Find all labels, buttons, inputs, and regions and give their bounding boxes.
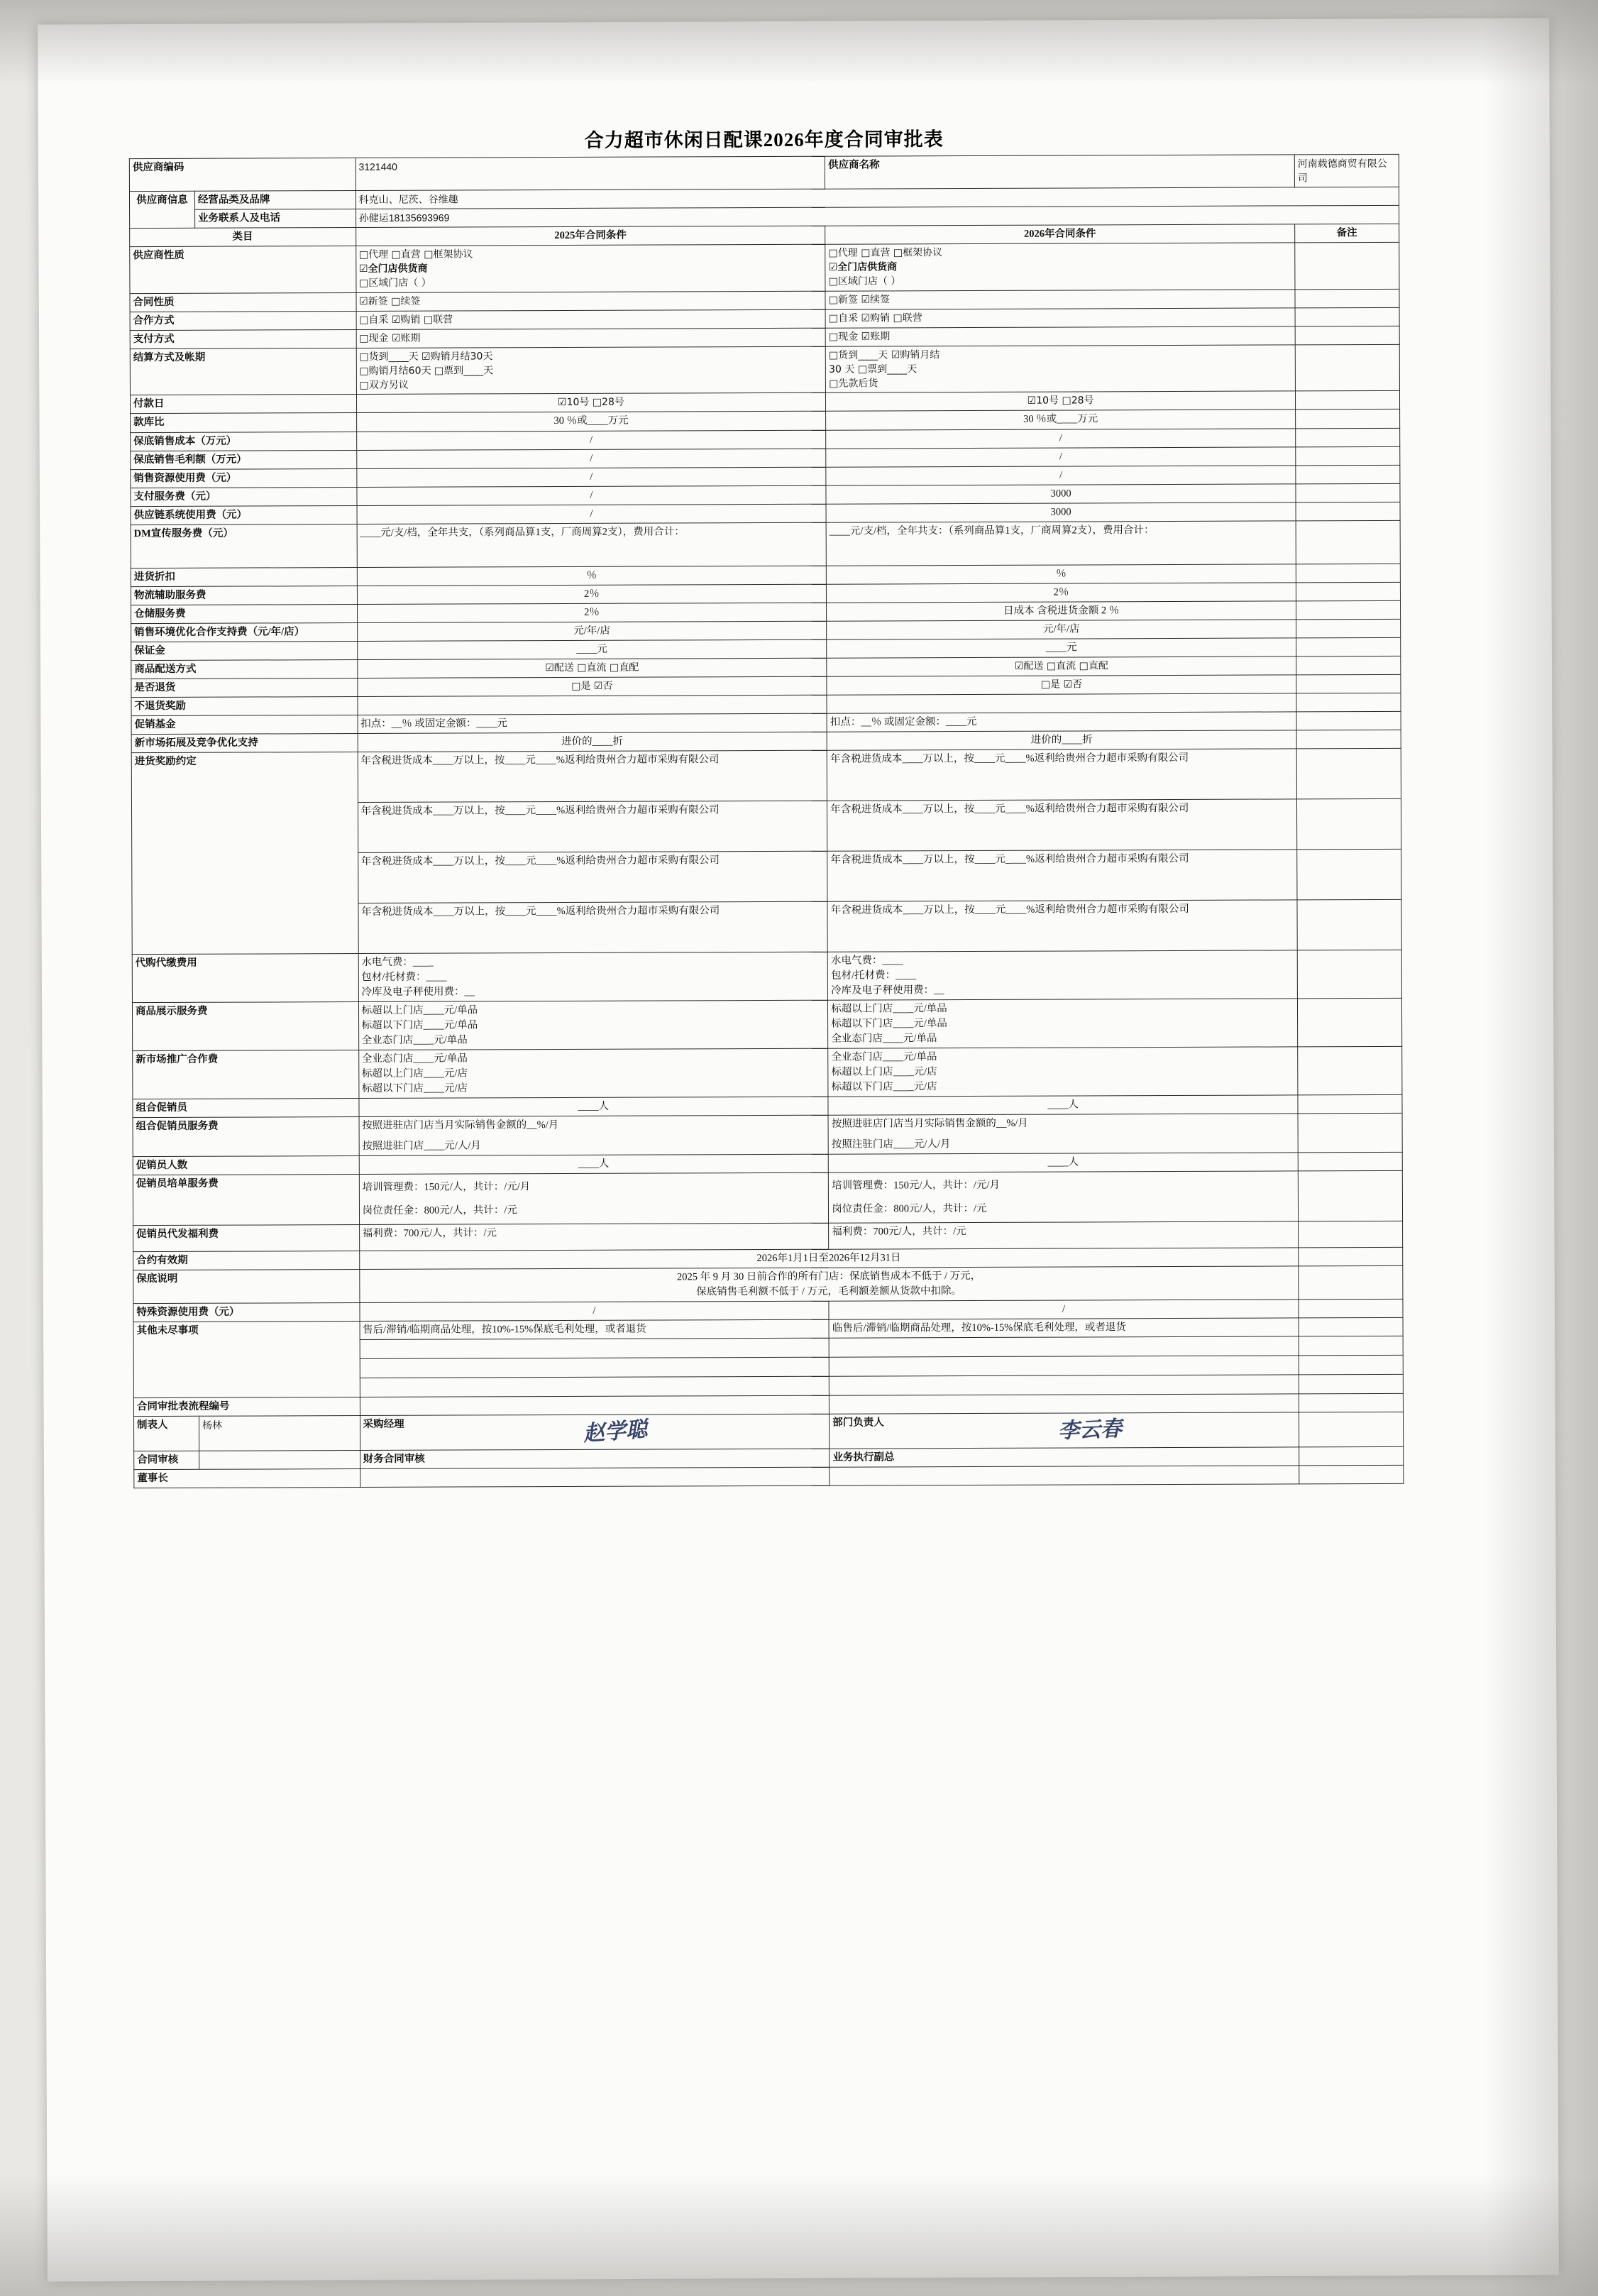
row-remark: [1296, 730, 1401, 749]
other-2026-3: [829, 1356, 1299, 1376]
table-row: [131, 748, 1401, 803]
row-remark: [1298, 1113, 1402, 1153]
row-2025: 进价的____折: [358, 732, 827, 752]
table-row-signatures-1: [134, 1412, 1404, 1451]
row-2026: 2％: [827, 582, 1296, 602]
row-remark: [1299, 1355, 1403, 1375]
row-remark: [1296, 619, 1401, 638]
row-2025: 30 ％或____万元: [356, 412, 826, 432]
row-remark: [1299, 1336, 1403, 1356]
row-2025: ____人: [359, 1097, 829, 1116]
supplier-info-label: 供应商信息: [129, 191, 194, 228]
scan-shadow-top: [0, 0, 1598, 85]
other-2026-4: [830, 1375, 1299, 1395]
row-2025: 元/年/店: [357, 621, 827, 641]
row-remark: [1295, 326, 1399, 345]
row-2025: ％: [357, 566, 827, 586]
table-row-chairman: [134, 1465, 1404, 1488]
guarantee-note: 2025 年 9 月 30 日前合作的所有门店：保底销售成本不低于 / 万元， 保底销售毛利额不低于 / 万元，毛利额差额从货款中扣除。: [359, 1266, 1298, 1303]
row-2026: 30 ％或____万元: [826, 410, 1296, 429]
row-remark: [1296, 798, 1401, 850]
row-2026: □自采 ☑购销 □联营: [825, 307, 1295, 327]
dept-head-cell: [830, 1412, 1299, 1449]
row-2025: □是 ☑否: [357, 676, 827, 696]
row-2025: ☑配送 □直流 □直配: [357, 658, 827, 678]
dept-head-signature: 李云春: [1057, 1417, 1123, 1444]
maker-value: 杨林: [199, 1416, 360, 1451]
supplier-contact-label: 业务联系人及电话: [194, 209, 356, 228]
scan-shadow-right: [1484, 0, 1598, 2296]
row-2026: 培训管理费：150元/人，共计：/元/月 岗位责任金：800元/人，共计：/元: [829, 1171, 1299, 1223]
purchase-manager-label: 采购经理: [363, 1418, 404, 1431]
row-remark: [1298, 1152, 1402, 1171]
rebate-2025-4: 年含税进货成本____万以上，按____元____%返利给贵州合力超市采购有限公司: [358, 901, 828, 953]
rebate-2025-3: 年含税进货成本____万以上，按____元____%返利给贵州合力超市采购有限公司: [358, 851, 827, 903]
row-label: 供应商性质: [130, 246, 356, 293]
rebate-2025-1: 年含税进货成本____万以上，按____元____%返利给贵州合力超市采购有限公司: [358, 750, 827, 802]
supplier-name-value: 河南载德商贸有限公司: [1294, 154, 1399, 187]
row-2025: /: [356, 430, 826, 450]
row-2025: 按照进驻店门店当月实际销售金额的__%/月 按照进驻门店____元/人/月: [359, 1115, 829, 1155]
row-label: 新市场推广合作费: [133, 1050, 359, 1099]
row-remark: [1295, 344, 1399, 391]
row-label: 款库比: [131, 413, 357, 432]
table-row: [130, 344, 1399, 395]
row-label: 保底说明: [133, 1269, 360, 1303]
finance-audit-label: 财务合同审核: [360, 1449, 830, 1468]
rebate-2025-2: 年含税进货成本____万以上，按____元____%返利给贵州合力超市采购有限公司: [358, 801, 827, 852]
col-2026: 2026年合同条件: [825, 224, 1295, 244]
table-row: [132, 950, 1401, 1002]
supplier-category-label: 经营品类及品牌: [194, 190, 356, 209]
row-label: 组合促销员服务费: [133, 1116, 359, 1156]
other-2026-2: [829, 1336, 1299, 1357]
row-label: 销售环境优化合作支持费（元/年/店）: [131, 622, 358, 642]
other-2025-3: [360, 1357, 830, 1378]
row-2025: ☑新签 □续签: [356, 291, 826, 311]
row-remark: [1296, 600, 1400, 620]
scan-shadow-bottom: [0, 2175, 1598, 2296]
row-remark: [1296, 693, 1401, 712]
row-remark: [1297, 998, 1401, 1047]
contract-audit-value: [199, 1450, 360, 1469]
other-2025-4: [360, 1376, 830, 1397]
row-2026: /: [826, 428, 1296, 448]
row-label: 促销员培单服务费: [133, 1174, 359, 1225]
row-2025: □货到____天 ☑购销月结30天 □购销月结60天 □票到____天 □双方另议: [356, 346, 826, 395]
contract-period-value: 2026年1月1日至2026年12月31日: [359, 1248, 1298, 1270]
row-label: 是否退货: [131, 678, 358, 697]
row-2026: □现金 ☑账期: [825, 326, 1295, 346]
row-remark: [1298, 1094, 1402, 1114]
row-label: 促销员人数: [133, 1155, 359, 1175]
row-2025: 福利费：700元/人，共计：/元: [359, 1223, 829, 1251]
row-2026: □代理 □直营 □框架协议 ☑全门店供货商 □区域门店（ ）: [825, 243, 1295, 291]
row-remark: [1296, 483, 1400, 502]
row-label: 促销基金: [131, 715, 358, 734]
row-2025: ____人: [359, 1154, 829, 1174]
contract-form: [129, 122, 1404, 1488]
row-2025: /: [357, 485, 827, 505]
table-row: [133, 1170, 1402, 1225]
row-label: 组合促销员: [133, 1098, 359, 1117]
row-label: 新市场拓展及竞争优化支持: [131, 733, 358, 752]
row-2026: [827, 693, 1296, 713]
row-label: 商品展示服务费: [132, 1001, 358, 1050]
row-2025: □自采 ☑购销 □联营: [356, 309, 826, 329]
row-2026: 进价的____折: [827, 730, 1296, 750]
table-row: [132, 998, 1401, 1050]
row-remark: [1296, 446, 1400, 466]
row-remark: [1295, 391, 1399, 410]
supplier-name-label: 供应商名称: [825, 155, 1295, 189]
row-2025: 全业态门店____元/单品 标超以上门店____元/店 标超以下门店____元/店: [358, 1048, 828, 1098]
row-2026: 扣点：__％ 或固定金额：____元: [827, 712, 1296, 732]
row-2026: /: [826, 446, 1296, 466]
table-row: [133, 1265, 1403, 1303]
row-label: 仓储服务费: [131, 604, 358, 623]
row-label: DM宣传服务费（元）: [131, 524, 357, 568]
row-2026: 全业态门店____元/单品 标超以上门店____元/店 标超以下门店____元/店: [828, 1047, 1298, 1097]
row-2026: ☑配送 □直流 □直配: [827, 657, 1296, 676]
other-2025-1: 售后/滞销/临期商品处理，按10%-15%保底毛利处理，或者退货: [360, 1319, 830, 1339]
page-title: 合力超市休闲日配课2026年度合同审批表: [584, 128, 944, 151]
row-remark: [1299, 1247, 1403, 1266]
row-remark: [1295, 410, 1399, 429]
row-2025: 标超以上门店____元/单品 标超以下门店____元/单品 全业态门店____元/单品: [358, 1000, 828, 1050]
flow-no-value: [360, 1395, 830, 1415]
row-2025: ____元/支/档，全年共支，（系列商品算1支，厂商周算2支），费用合计：: [357, 522, 827, 567]
maker-label: 制表人: [134, 1416, 199, 1451]
purchase-manager-signature: 赵学聪: [582, 1417, 649, 1446]
row-2026: 标超以上门店____元/单品 标超以下门店____元/单品 全业态门店____元/单品: [828, 999, 1298, 1048]
flow-no-blank-2: [1299, 1393, 1403, 1412]
row-2025: /: [360, 1301, 830, 1321]
row-label: 支付服务费（元）: [131, 487, 357, 506]
row-2026: ____人: [828, 1095, 1298, 1115]
row-label: 促销员代发福利费: [133, 1224, 360, 1251]
supplier-category-value: 科克山、尼茨、谷维趣: [356, 187, 1399, 209]
chairman-blank-1: [830, 1465, 1299, 1485]
rebate-2026-1: 年含税进货成本____万以上，按____元____%返利给贵州合力超市采购有限公司: [827, 749, 1296, 801]
flow-no-label: 合同审批表流程编号: [133, 1397, 360, 1417]
row-label: 保证金: [131, 641, 358, 660]
other-2025-2: [360, 1338, 830, 1358]
table-row: [133, 1046, 1402, 1099]
signature-remark-2: [1299, 1446, 1404, 1466]
row-2025: ____元: [357, 639, 827, 659]
row-remark: [1297, 950, 1401, 999]
row-remark: [1295, 242, 1399, 289]
row-remark: [1298, 1170, 1402, 1221]
table-row: [130, 242, 1399, 293]
chairman-value: [360, 1467, 830, 1487]
row-remark: [1296, 465, 1400, 484]
row-2026: 日成本 含税进货金额 2 ％: [827, 601, 1296, 621]
chairman-label: 董事长: [134, 1468, 360, 1488]
row-2026: ☑10号 □28号: [826, 391, 1296, 411]
row-remark: [1297, 899, 1401, 950]
col-remark: 备注: [1295, 224, 1399, 243]
contract-audit-label: 合同审核: [134, 1451, 199, 1469]
row-label: 保底销售成本（万元）: [131, 432, 357, 451]
row-remark: [1296, 582, 1400, 601]
supplier-contact-value: 孙健运18135693969: [356, 205, 1399, 227]
row-remark: [1296, 520, 1400, 564]
row-remark: [1297, 849, 1401, 900]
row-label: 进货奖励约定: [131, 752, 358, 954]
row-remark: [1296, 674, 1401, 693]
row-remark: [1296, 656, 1401, 675]
row-label: 不退货奖励: [131, 696, 358, 715]
row-2025: /: [357, 504, 827, 524]
row-label: 代购代缴费用: [132, 953, 358, 1002]
row-label: 进货折扣: [131, 567, 357, 586]
row-2025: 2％: [357, 603, 827, 622]
row-2026: 3000: [826, 483, 1296, 503]
table-row: [131, 520, 1400, 568]
row-2026: 元/年/店: [827, 620, 1296, 639]
row-remark: [1298, 1221, 1402, 1248]
row-label: 销售资源使用费（元）: [131, 468, 357, 488]
row-2025: 水电气费：____ 包材/托材费：____ 冷库及电子秤使用费：__: [358, 952, 828, 1001]
row-remark: [1296, 748, 1401, 799]
row-2026: □新签 ☑续签: [825, 289, 1295, 309]
chairman-blank-2: [1299, 1465, 1404, 1484]
supplier-code-label: 供应商编码: [129, 158, 356, 192]
row-2026: 3000: [826, 502, 1296, 522]
other-2026-1: 临售后/滞销/临期商品处理，按10%-15%保底毛利处理，或者退货: [829, 1318, 1299, 1338]
row-label: 供应链系统使用费（元）: [131, 505, 357, 524]
row-2026: 福利费：700元/人，共计：/元: [829, 1221, 1299, 1249]
rebate-2026-3: 年含税进货成本____万以上，按____元____%返利给贵州合力超市采购有限公司: [827, 850, 1297, 901]
row-2026: /: [826, 465, 1296, 485]
row-2025: 2％: [357, 584, 827, 604]
row-2026: □货到____天 ☑购销月结 30 天 □票到____天 □先款后货: [825, 344, 1295, 392]
row-label: 结算方式及帐期: [130, 348, 356, 395]
col-item: 类目: [130, 227, 356, 246]
row-2025: □代理 □直营 □框架协议 ☑全门店供货商 □区域门店（ ）: [356, 244, 825, 292]
row-remark: [1299, 1374, 1403, 1394]
col-2025: 2025年合同条件: [356, 226, 825, 246]
row-label: 合同性质: [130, 292, 356, 312]
row-label: 付款日: [130, 395, 356, 414]
row-remark: [1299, 1265, 1403, 1300]
row-remark: [1296, 502, 1400, 521]
row-2025: □现金 ☑账期: [356, 328, 826, 348]
row-remark: [1295, 307, 1399, 326]
row-remark: [1296, 637, 1401, 657]
rebate-2026-4: 年含税进货成本____万以上，按____元____%返利给贵州合力超市采购有限公司: [827, 900, 1297, 952]
row-label: 保底销售毛利额（万元）: [131, 450, 357, 469]
row-label: 物流辅助服务费: [131, 586, 357, 605]
row-label: 商品配送方式: [131, 659, 358, 679]
row-remark: [1298, 1046, 1402, 1095]
row-label: 特殊资源使用费（元）: [133, 1303, 360, 1322]
purchase-manager-cell: [360, 1414, 830, 1450]
table-row: [133, 1221, 1403, 1251]
row-2026: ____元: [827, 638, 1296, 658]
row-2025: 培训管理费：150元/人，共计：/元/月 岗位责任金：800元/人，共计：/元: [359, 1172, 829, 1224]
row-2025: ☑10号 □28号: [356, 393, 826, 413]
vp-label: 业务执行副总: [830, 1446, 1299, 1466]
row-2026: □是 ☑否: [827, 675, 1296, 695]
row-remark: [1296, 428, 1400, 447]
row-2026: ％: [827, 564, 1296, 583]
row-remark: [1296, 711, 1401, 730]
row-remark: [1299, 1299, 1403, 1318]
table-row: [133, 1113, 1402, 1156]
contract-table: [129, 154, 1404, 1488]
row-2026: 按照进驻店门店当月实际销售金额的__%/月 按照注驻门店____元/人/月: [828, 1114, 1298, 1154]
supplier-code-value: 3121440: [356, 156, 825, 190]
flow-no-blank-1: [830, 1394, 1299, 1414]
row-2026: 水电气费：____ 包材/托材费：____ 冷库及电子秤使用费：__: [827, 950, 1297, 1000]
row-label: 支付方式: [130, 329, 356, 348]
table-row-supplier-code: [129, 154, 1399, 191]
row-label: 其他未尽事项: [133, 1322, 360, 1398]
row-label: 合作方式: [130, 311, 356, 330]
rebate-2026-2: 年含税进货成本____万以上，按____元____%返利给贵州合力超市采购有限公司: [827, 799, 1297, 851]
signature-remark-1: [1299, 1412, 1403, 1446]
row-2026: ____人: [828, 1153, 1298, 1172]
row-remark: [1295, 289, 1399, 308]
row-2025: 扣点：__％ 或固定金额：____元: [358, 713, 827, 733]
row-2025: /: [356, 449, 826, 468]
dept-head-label: 部门负责人: [832, 1417, 884, 1429]
row-2025: /: [356, 467, 826, 487]
row-remark: [1299, 1317, 1403, 1336]
row-2025: [358, 695, 827, 715]
row-label: 合约有效期: [133, 1251, 360, 1270]
row-2026: ____元/支/档，全年共支：（系列商品算1支，厂商周算2支），费用合计：: [826, 520, 1296, 565]
row-remark: [1296, 564, 1400, 583]
row-2026: /: [829, 1300, 1299, 1319]
